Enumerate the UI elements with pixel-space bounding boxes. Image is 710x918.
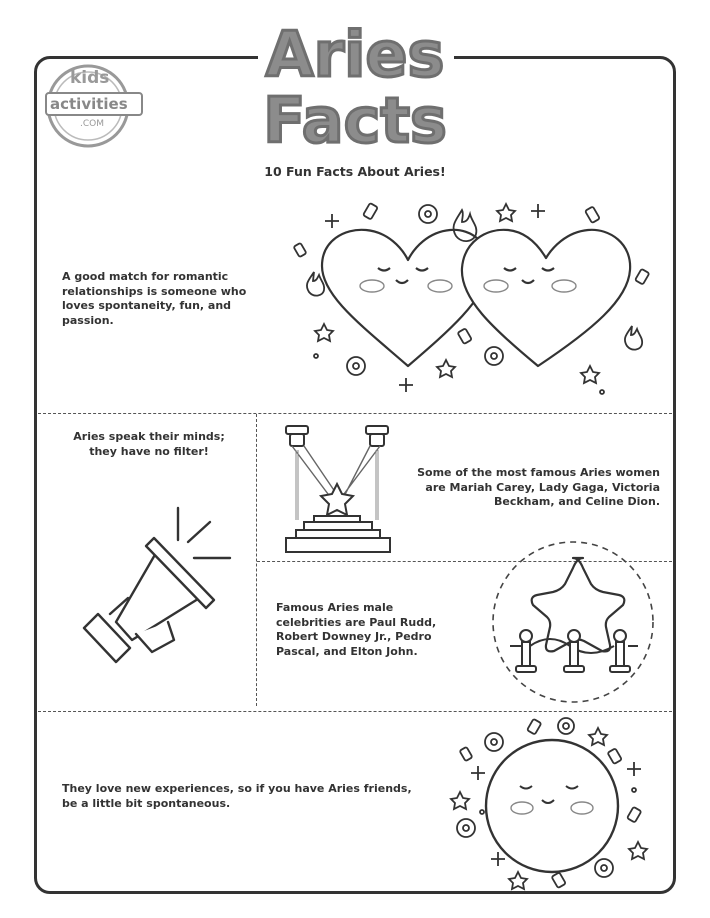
- spotlight-star-stage-icon: [282, 420, 402, 556]
- star-rope-barrier-icon: [490, 538, 660, 708]
- two-hearts-icon: [292, 196, 652, 396]
- logo-text-top: kids: [70, 68, 110, 88]
- megaphone-icon: [58, 502, 238, 682]
- fact-men: Famous Aries male celebrities are Paul Rudd, Robert Downey Jr., Pedro Pascal, and Elton John.: [276, 601, 437, 658]
- logo-badge-icon: [46, 60, 142, 150]
- fact-romance: A good match for romantic relationships is someone who loves spontaneity, fun, and passion.: [62, 270, 247, 327]
- fact-women: Some of the most famous Aries women are Mariah Carey, Lady Gaga, Victoria Beckham, and Celine Dion.: [417, 466, 660, 508]
- divider-v-left: [256, 414, 257, 706]
- subtitle: 10 Fun Facts About Aries!: [264, 164, 446, 179]
- smiling-sun-icon: [448, 712, 658, 892]
- fact-minds: Aries speak their minds; they have no filter!: [73, 430, 225, 458]
- title-line-2: Facts: [263, 84, 447, 157]
- fact-experiences: They love new experiences, so if you have Aries friends, be a little bit spontaneous.: [62, 782, 412, 810]
- logo-text-middle: activities: [50, 95, 128, 113]
- logo-text-bottom: .COM: [80, 119, 104, 129]
- title-line-1: Aries: [265, 18, 445, 91]
- divider-1: [38, 413, 672, 414]
